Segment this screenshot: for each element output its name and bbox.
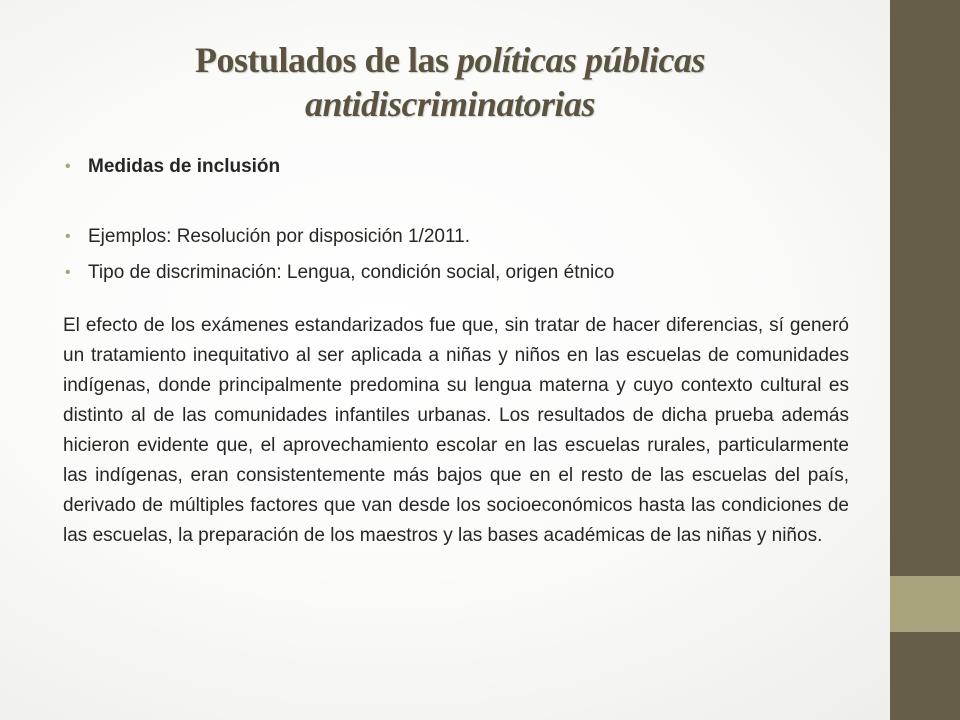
bullet-item-discrimination-type: [65, 258, 850, 288]
bullet-item-examples: [65, 222, 850, 252]
slide-title: [60, 38, 840, 126]
bullet-icon: •: [65, 158, 71, 175]
body-paragraph: El efecto de los exámenes estandarizados fue que, sin tratar de hacer diferencias, sí generó un tratamiento inequitativo al ser aplicada a niñas y niños en las escuelas de comunidades indígenas, donde principalmente predomina su lengua materna y cuyo contexto cultural es distinto al de las comunidades infantiles urbanas. Los resultados de dicha prueba además hicieron evidente que, el aprovechamiento escolar en las escuelas rurales, particularmente las indígenas, eran consistentemente más bajos que en el resto de las escuelas del país, derivado de múltiples factores que van desde los socioeconómicos hasta las condiciones de las escuelas, la preparación de los maestros y las bases académicas de las niñas y niños.: [63, 315, 849, 546]
bullet-text: Medidas de inclusión: [88, 156, 281, 177]
bullet-list: [65, 152, 850, 288]
bullet-item-inclusion: [65, 152, 850, 182]
title-italic: políticas públicas antidiscriminatorias: [304, 40, 706, 124]
bullet-text: Tipo de discriminación: Lengua, condición social, origen étnico: [88, 262, 615, 283]
title-regular: Postulados de las: [194, 40, 458, 80]
bullet-icon: •: [65, 228, 71, 245]
bullet-icon: •: [65, 264, 71, 281]
bullet-text: Ejemplos: Resolución por disposición 1/2011.: [88, 226, 470, 247]
decorative-sidebar-accent: [890, 576, 960, 632]
